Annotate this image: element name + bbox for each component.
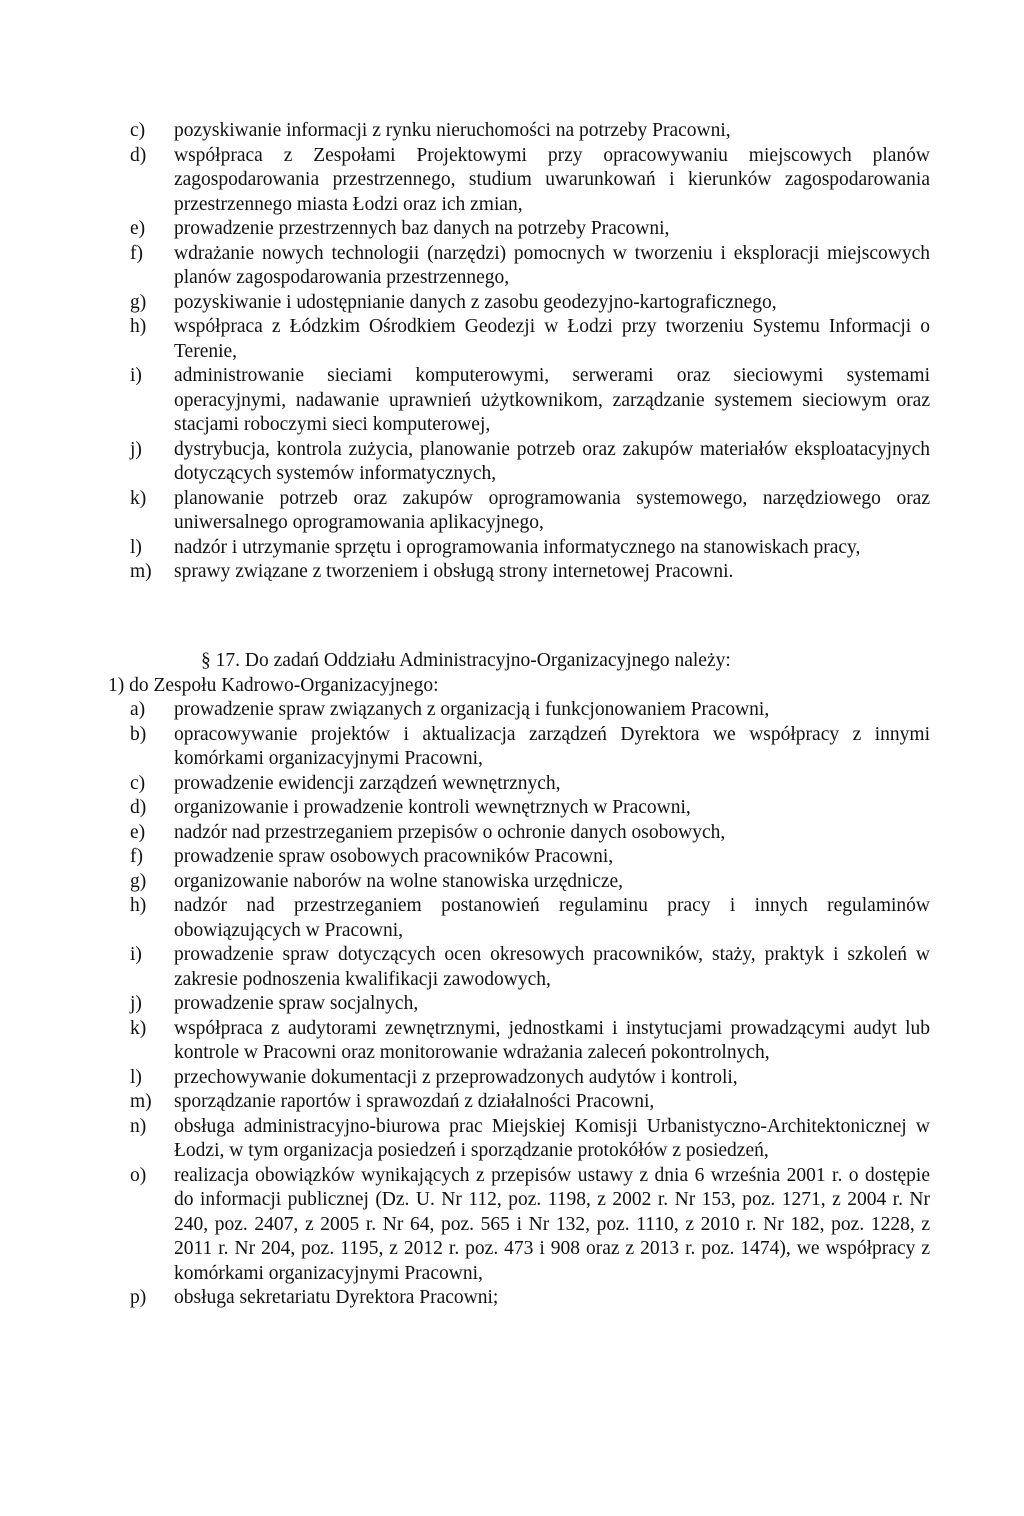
list-item-text: prowadzenie spraw socjalnych, — [174, 993, 419, 1014]
list-item-label: l) — [130, 536, 142, 558]
list-item-label: i) — [130, 365, 142, 386]
list-item — [130, 1286, 930, 1311]
list-item-label: m) — [130, 561, 152, 582]
list-item-label: k) — [130, 487, 147, 509]
list-item-label: g) — [130, 870, 147, 892]
list-item-label: b) — [130, 723, 147, 745]
list-item-label: h) — [130, 895, 147, 916]
list-item-text: prowadzenie spraw dotyczących ocen okresowych pracowników, staży, praktyk i szkoleń w zakresie podnoszenia kwalifikacji zawodowych, — [174, 944, 930, 990]
list-item-label: j) — [130, 993, 142, 1014]
list-item — [130, 144, 930, 218]
list-item-text: dystrybucja, kontrola zużycia, planowanie potrzeb oraz zakupów materiałów eksploatacyjnych dotyczących systemów informatycznych, — [174, 438, 930, 484]
list-item-text: organizowanie i prowadzenie kontroli wewnętrznych w Pracowni, — [174, 797, 691, 818]
list-item-text: obsługa sekretariatu Dyrektora Pracowni; — [174, 1287, 499, 1308]
list-item-label: o) — [130, 1164, 147, 1186]
list-item-label: h) — [130, 316, 147, 337]
list-item-label: k) — [130, 1017, 147, 1039]
list-item — [130, 242, 930, 291]
list-item — [130, 894, 930, 943]
list-item-text: prowadzenie ewidencji zarządzeń wewnętrznych, — [174, 772, 561, 794]
list-item — [130, 821, 930, 846]
list-item — [130, 560, 930, 585]
list-item-label: l) — [130, 1066, 142, 1088]
list-item — [130, 772, 930, 797]
list-item — [130, 119, 930, 144]
list-item-label: p) — [130, 1287, 147, 1308]
task-list-continued — [130, 119, 930, 585]
list-item-label: j) — [130, 438, 142, 460]
list-item-text: nadzór nad przestrzeganiem przepisów o ochronie danych osobowych, — [174, 821, 726, 843]
list-item-text: sporządzanie raportów i sprawozdań z działalności Pracowni, — [174, 1091, 655, 1112]
list-item-label: f) — [130, 846, 143, 867]
list-item-text: współpraca z audytorami zewnętrznymi, jednostkami i instytucjami prowadzącymi audyt lub kontrole w Pracowni oraz monitorowanie wdrażania zaleceń pokontrolnych, — [174, 1017, 930, 1063]
list-item-text: planowanie potrzeb oraz zakupów oprogramowania systemowego, narzędziowego oraz uniwersalnego oprogramowania aplikacyjnego, — [174, 487, 930, 533]
list-item-label: c) — [130, 120, 146, 141]
list-item-text: sprawy związane z tworzeniem i obsługą strony internetowej Pracowni. — [174, 561, 734, 582]
list-item — [130, 315, 930, 364]
list-item — [130, 992, 930, 1017]
list-item-text: organizowanie naborów na wolne stanowiska urzędnicze, — [174, 870, 624, 892]
list-item-label: i) — [130, 944, 142, 965]
list-item-text: pozyskiwanie informacji z rynku nieruchomości na potrzeby Pracowni, — [174, 120, 731, 141]
list-item — [130, 438, 930, 487]
list-item-label: e) — [130, 821, 146, 843]
list-item — [130, 1017, 930, 1066]
list-item-label: g) — [130, 291, 147, 313]
list-item — [130, 291, 930, 316]
list-item — [130, 364, 930, 438]
list-item-text: administrowanie sieciami komputerowymi, serwerami oraz sieciowymi systemami operacyjnymi, nadawanie uprawnień użytkownikom, zarządzanie systemem sieciowym oraz stacjami roboczymi sieci komputerowej, — [174, 365, 930, 435]
list-item — [130, 487, 930, 536]
list-item — [130, 217, 930, 242]
list-item — [130, 1115, 930, 1164]
list-item-text: nadzór i utrzymanie sprzętu i oprogramowania informatycznego na stanowiskach pracy, — [174, 536, 861, 558]
list-item — [130, 698, 930, 723]
list-item-label: n) — [130, 1115, 147, 1137]
list-item-text: współpraca z Łódzkim Ośrodkiem Geodezji w Łodzi przy tworzeniu Systemu Informacji o Terenie, — [174, 316, 930, 362]
list-item-text: współpraca z Zespołami Projektowymi przy opracowywaniu miejscowych planów zagospodarowania przestrzennego, studium uwarunkowań i kierunków zagospodarowania przestrzennego miasta Łodzi oraz ich zmian, — [174, 144, 930, 215]
list-item-text: prowadzenie spraw związanych z organizacją i funkcjonowaniem Pracowni, — [174, 699, 770, 720]
list-item — [130, 723, 930, 772]
list-item — [130, 1164, 930, 1287]
list-item — [130, 1066, 930, 1091]
list-item-text: obsługa administracyjno-biurowa prac Miejskiej Komisji Urbanistyczno-Architektonicznej w Łodzi, w tym organizacja posiedzeń i sporządzanie protokółów z posiedzeń, — [174, 1115, 930, 1161]
list-item-label: e) — [130, 218, 146, 239]
list-item — [130, 796, 930, 821]
paragraph-17-heading: § 17. Do zadań Oddziału Administracyjno-Organizacyjnego należy: — [201, 650, 731, 671]
list-item-label: d) — [130, 797, 147, 818]
list-item-label: a) — [130, 699, 146, 720]
list-item-text: wdrażanie nowych technologii (narzędzi) pomocnych w tworzeniu i eksploracji miejscowych planów zagospodarowania przestrzennego, — [174, 242, 930, 288]
list-item-text: prowadzenie przestrzennych baz danych na potrzeby Pracowni, — [174, 218, 670, 239]
list-item-label: c) — [130, 772, 146, 794]
list-item-text: nadzór nad przestrzeganiem postanowień regulaminu pracy i innych regulaminów obowiązujących w Pracowni, — [174, 895, 930, 941]
section-1-heading: 1) do Zespołu Kadrowo-Organizacyjnego: — [108, 675, 439, 696]
list-item-text: opracowywanie projektów i aktualizacja zarządzeń Dyrektora we współpracy z innymi komórkami organizacyjnymi Pracowni, — [174, 723, 930, 769]
list-item — [130, 1090, 930, 1115]
list-item — [130, 536, 930, 561]
list-item — [130, 870, 930, 895]
list-item-label: f) — [130, 242, 143, 264]
team-task-list — [130, 698, 930, 1311]
list-item-text: prowadzenie spraw osobowych pracowników Pracowni, — [174, 846, 614, 867]
list-item-label: m) — [130, 1091, 152, 1112]
list-item-text: pozyskiwanie i udostępnianie danych z zasobu geodezyjno-kartograficznego, — [174, 291, 777, 313]
list-item-text: przechowywanie dokumentacji z przeprowadzonych audytów i kontroli, — [174, 1066, 738, 1088]
list-item — [130, 845, 930, 870]
list-item-label: d) — [130, 144, 147, 166]
list-item — [130, 943, 930, 992]
list-item-text: realizacja obowiązków wynikających z przepisów ustawy z dnia 6 września 2001 r. o dostępie do informacji publicznej (Dz. U. Nr 112, poz. 1198, z 2002 r. Nr 153, poz. 1271, z 2004 r. Nr 240, poz. 2407, z 2005 r. Nr 64, poz. 565 i Nr 132, poz. 1110, z 2010 r. Nr 182, poz. 1228, z 2011 r. Nr 204, poz. 1195, z 2012 r. poz. 473 i 908 oraz z 2013 r. poz. 1474), we współpracy z komórkami organizacyjnymi Pracowni, — [174, 1164, 930, 1284]
